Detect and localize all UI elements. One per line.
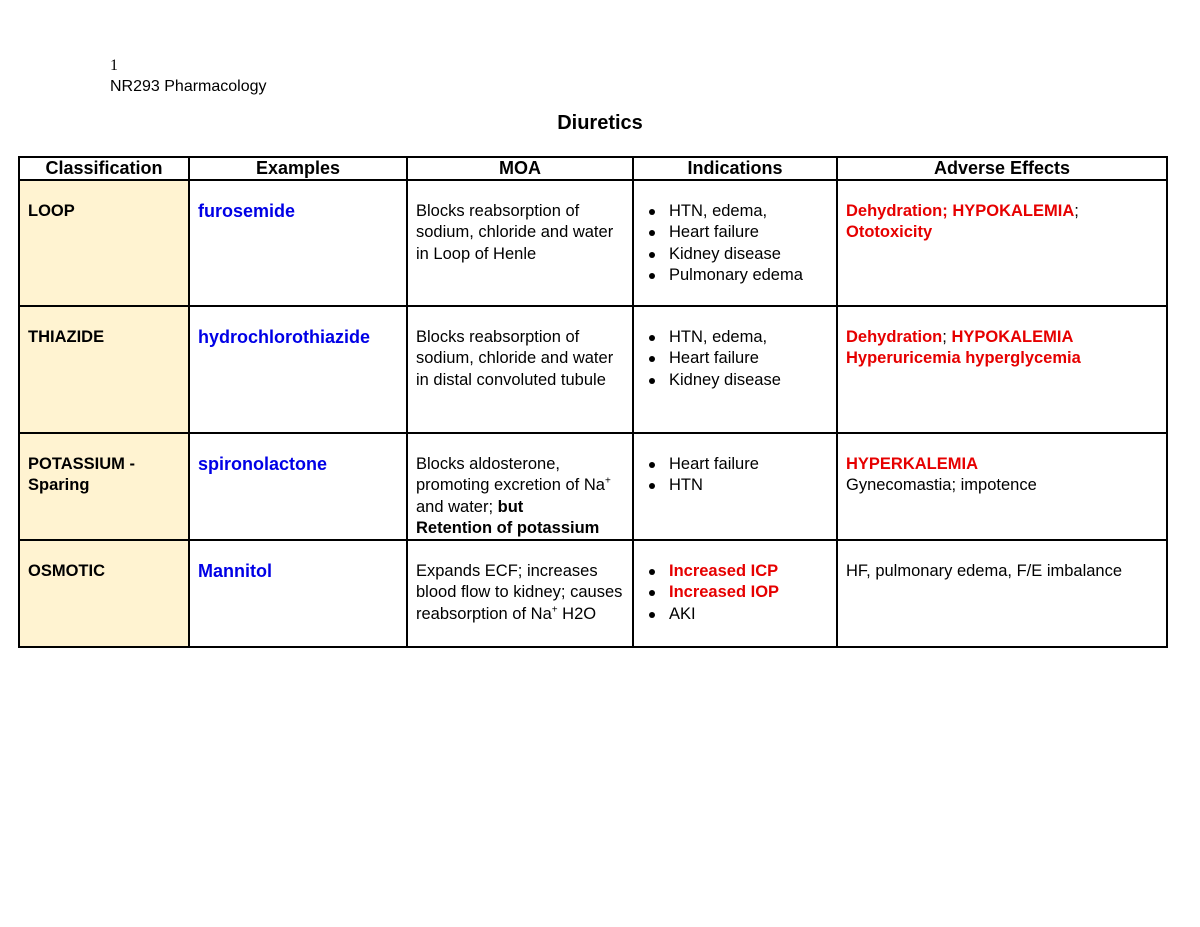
table-row xyxy=(19,540,1167,647)
diuretics-table xyxy=(18,156,1168,648)
table-row xyxy=(19,433,1167,540)
indications-cell xyxy=(633,540,837,647)
adverse-effect-text: Ototoxicity xyxy=(846,223,933,242)
course-title: NR293 Pharmacology xyxy=(110,78,267,95)
list-item: Pulmonary edema xyxy=(642,265,829,286)
list-item: Heart failure xyxy=(642,454,829,475)
superscript: + xyxy=(604,475,611,487)
moa-emphasis: Retention of potassium xyxy=(416,518,600,537)
indications-list xyxy=(642,327,829,391)
classification-cell: THIAZIDE xyxy=(19,306,189,433)
indications-list xyxy=(642,201,829,286)
list-item: HTN xyxy=(642,475,829,496)
moa-cell: Blocks reabsorption of sodium, chloride and water in Loop of Henle xyxy=(407,180,633,306)
adverse-effect-text: Hyperuricemia hyperglycemia xyxy=(846,349,1081,368)
column-header-classification: Classification xyxy=(19,157,189,180)
adverse-effects-cell xyxy=(837,306,1167,433)
classification-line: POTASSIUM - xyxy=(28,455,135,473)
adverse-effect-text: HYPERKALEMIA xyxy=(846,455,979,473)
example-drug-cell: Mannitol xyxy=(189,540,407,647)
adverse-effects-cell xyxy=(837,180,1167,306)
classification-cell: LOOP xyxy=(19,180,189,306)
indications-cell xyxy=(633,433,837,540)
example-drug-cell: hydrochlorothiazide xyxy=(189,306,407,433)
adverse-effect-text: HYPOKALEMIA xyxy=(951,328,1074,346)
column-header-examples: Examples xyxy=(189,157,407,180)
table-header-row xyxy=(19,157,1167,180)
moa-text: H2O xyxy=(557,604,597,623)
adverse-effect-text: Dehydration xyxy=(846,328,943,346)
moa-text: and water; xyxy=(416,497,498,516)
adverse-effect-text: HF, pulmonary edema, F/E imbalance xyxy=(846,562,1123,581)
adverse-effect-text: Gynecomastia; impotence xyxy=(846,476,1037,495)
table-row xyxy=(19,306,1167,433)
moa-text: Blocks aldosterone, promoting excretion of Na xyxy=(416,455,605,495)
moa-cell xyxy=(407,540,633,647)
list-item: Increased IOP xyxy=(642,582,829,603)
adverse-effects-cell xyxy=(837,433,1167,540)
example-drug-cell: furosemide xyxy=(189,180,407,306)
moa-cell: Blocks reabsorption of sodium, chloride and water in distal convoluted tubule xyxy=(407,306,633,433)
indications-cell xyxy=(633,306,837,433)
indications-list xyxy=(642,561,829,625)
list-item: AKI xyxy=(642,604,829,625)
superscript: + xyxy=(551,604,558,616)
list-item: Heart failure xyxy=(642,222,829,243)
page-number: 1 xyxy=(110,57,118,74)
classification-cell: OSMOTIC xyxy=(19,540,189,647)
separator: ; xyxy=(942,328,947,346)
column-header-indications: Indications xyxy=(633,157,837,180)
column-header-moa: MOA xyxy=(407,157,633,180)
indications-cell xyxy=(633,180,837,306)
adverse-effect-text: Dehydration; HYPOKALEMIA xyxy=(846,202,1075,220)
moa-emphasis: but xyxy=(497,497,524,516)
list-item: Kidney disease xyxy=(642,244,829,265)
list-item: Increased ICP xyxy=(642,561,829,582)
separator: ; xyxy=(1074,202,1079,220)
document-title: Diuretics xyxy=(557,112,643,134)
classification-cell xyxy=(19,433,189,540)
classification-line: Sparing xyxy=(28,476,90,495)
table-row xyxy=(19,180,1167,306)
list-item: HTN, edema, xyxy=(642,327,829,348)
list-item: Heart failure xyxy=(642,348,829,369)
moa-cell xyxy=(407,433,633,540)
indications-list xyxy=(642,454,829,497)
list-item: HTN, edema, xyxy=(642,201,829,222)
moa-text: Expands ECF; increases blood flow to kidney; causes reabsorption of Na xyxy=(416,562,623,623)
adverse-effects-cell xyxy=(837,540,1167,647)
list-item: Kidney disease xyxy=(642,370,829,391)
example-drug-cell: spironolactone xyxy=(189,433,407,540)
column-header-adverse-effects: Adverse Effects xyxy=(837,157,1167,180)
